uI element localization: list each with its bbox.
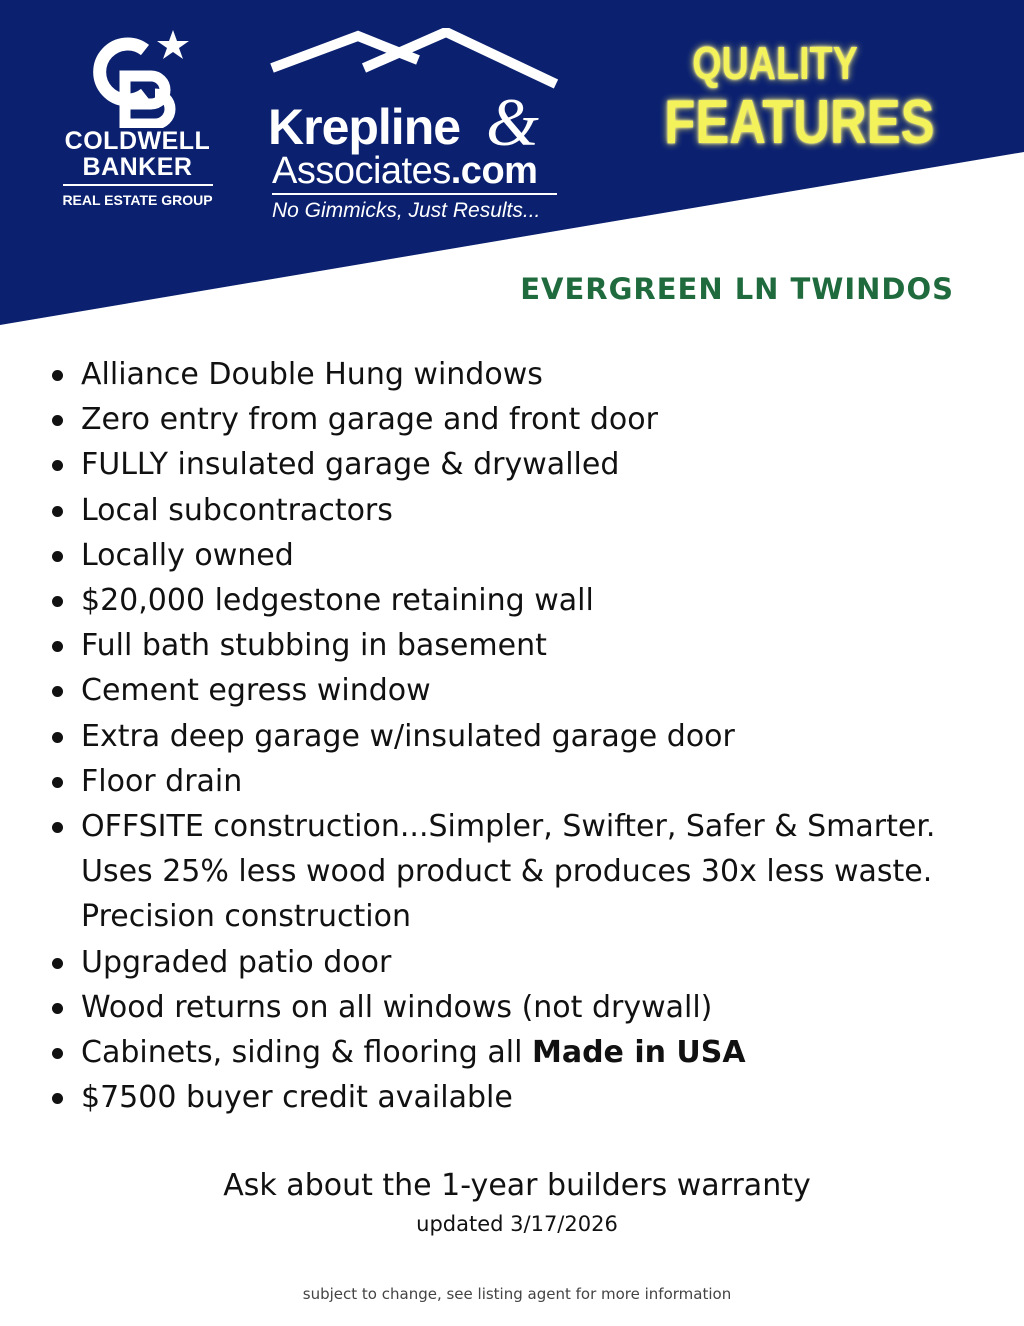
feature-text: Local subcontractors — [81, 492, 393, 528]
cb-name-line1: COLDWELL — [64, 127, 211, 155]
cb-monogram-icon — [83, 28, 193, 128]
bullet-icon — [52, 551, 63, 562]
list-item — [46, 442, 996, 487]
list-item — [46, 623, 996, 668]
list-item — [46, 985, 996, 1030]
bullet-icon — [52, 777, 63, 788]
warranty-note: Ask about the 1-year builders warranty — [223, 1168, 811, 1203]
bullet-icon — [52, 732, 63, 743]
associates-word: Associates — [272, 150, 451, 192]
feature-text: Upgraded patio door — [81, 944, 392, 980]
krepline-tagline: No Gimmicks, Just Results... — [272, 199, 541, 222]
bullet-icon — [52, 641, 63, 652]
cb-name-line2: BANKER — [82, 153, 193, 181]
feature-text: Locally owned — [81, 537, 294, 573]
list-item — [46, 668, 996, 713]
krepline-divider — [272, 193, 557, 195]
bullet-icon — [52, 506, 63, 517]
bullet-icon — [52, 686, 63, 697]
fine-print: subject to change, see listing agent for more information — [302, 1285, 732, 1303]
list-item — [46, 1030, 996, 1075]
feature-text: $7500 buyer credit available — [81, 1080, 513, 1116]
feature-text: Alliance Double Hung windows — [81, 357, 543, 392]
krepline-ampersand: & — [486, 84, 539, 160]
list-item — [46, 1075, 996, 1120]
cb-subline: REAL ESTATE GROUP — [62, 192, 213, 208]
feature-text: $20,000 ledgestone retaining wall — [81, 583, 594, 619]
list-item — [46, 578, 996, 623]
list-item — [46, 533, 996, 578]
feature-text: Floor drain — [81, 763, 243, 799]
feature-text: Cabinets, siding & flooring all — [81, 1035, 532, 1071]
feature-text: FULLY insulated garage & drywalled — [81, 447, 620, 483]
bullet-icon — [52, 1093, 63, 1104]
bullet-icon — [52, 370, 63, 381]
list-item — [46, 714, 996, 759]
list-item — [46, 940, 996, 985]
krepline-associates — [272, 150, 537, 193]
quality-features-headline — [640, 36, 935, 157]
cb-divider — [63, 184, 213, 186]
bullet-icon — [52, 415, 63, 426]
list-item — [46, 397, 996, 442]
bullet-icon — [52, 596, 63, 607]
feature-list — [46, 352, 996, 1120]
list-item — [46, 488, 996, 533]
bullet-icon — [52, 1048, 63, 1059]
list-item — [46, 759, 996, 804]
list-item — [46, 804, 996, 940]
feature-text: Cement egress window — [81, 673, 431, 709]
list-item — [46, 352, 996, 397]
property-subtitle: EVERGREEN LN TWINDOS — [520, 272, 954, 306]
feature-bold-text: Made in USA — [531, 1035, 746, 1071]
dotcom-word: .com — [450, 150, 538, 192]
feature-text: Full bath stubbing in basement — [81, 628, 547, 664]
headline-line2: FEATURES — [664, 88, 935, 157]
krepline-name: Krepline — [268, 99, 461, 155]
updated-date: updated 3/17/2026 — [416, 1212, 618, 1236]
headline-line1: QUALITY — [692, 37, 858, 89]
bullet-icon — [52, 460, 63, 471]
coldwell-banker-logo — [50, 28, 225, 208]
bullet-icon — [52, 1003, 63, 1014]
feature-text: Extra deep garage w/insulated garage door — [81, 718, 735, 754]
bullet-icon — [52, 958, 63, 969]
feature-text: Wood returns on all windows (not drywall) — [81, 989, 713, 1025]
feature-text: OFFSITE construction...Simpler, Swifter, Safer & Smarter. Uses 25% less wood product & produces 30x less waste. Precision construction — [81, 809, 936, 935]
bullet-icon — [52, 822, 63, 833]
feature-text: Zero entry from garage and front door — [81, 402, 658, 438]
